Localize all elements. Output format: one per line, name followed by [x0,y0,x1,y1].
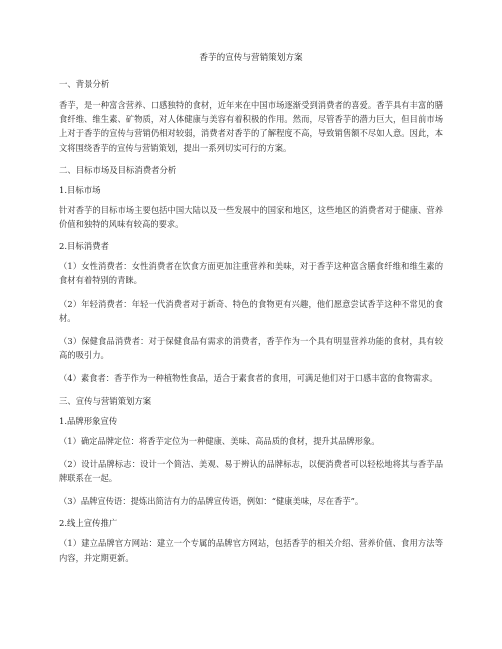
document-page [59,48,443,574]
consumer-item-health: （3）保健食品消费者：对于保健食品有需求的消费者，香芋作为一个具有明显营养功能的食材，具有较高的吸引力。 [59,336,443,361]
section-heading-market: 二、目标市场及目标消费者分析 [59,164,177,175]
section-heading-background: 一、背景分析 [59,79,110,89]
consumer-item-vegetarian: （4）素食者：香芋作为一种植物性食品，适合于素食者的食用，可满足他们对于口感丰富的食物需求。 [59,373,438,384]
consumer-item-female: （1）女性消费者：女性消费者在饮食方面更加注重营养和美味，对于香芋这种富含膳食纤维和维生素的食材有着特别的青睐。 [59,261,443,286]
sub-heading-online-promotion: 2.线上宣传推广 [59,518,118,529]
sub-heading-target-consumers: 2.目标消费者 [59,241,109,252]
brand-item-positioning: （1）确定品牌定位：将香芋定位为一种健康、美味、高品质的食材，提升其品牌形象。 [59,435,380,446]
target-market-paragraph: 针对香芋的目标市场主要包括中国大陆以及一些发展中的国家和地区，这些地区的消费者对于健康、营养价值和独特的风味有较高的要求。 [59,204,443,230]
brand-item-slogan: （3）品牌宣传语：提炼出简洁有力的品牌宣传语，例如：“健康美味，尽在香芋”。 [59,496,364,507]
consumer-item-young: （2）年轻消费者：年轻一代消费者对于新奇、特色的食物更有兴趣，他们愿意尝试香芋这种不常见的食材。 [59,298,443,323]
sub-heading-target-market: 1.目标市场 [59,184,101,195]
brand-item-logo: （2）设计品牌标志：设计一个简洁、美观、易于辨认的品牌标志，以便消费者可以轻松地将其与香芋品牌联系在一起。 [59,458,443,484]
document-title: 香芋的宣传与营销策划方案 [199,53,303,63]
section-heading-plan: 三、宣传与营销策划方案 [59,395,152,406]
background-paragraph: 香芋，是一种富含营养、口感独特的食材，近年来在中国市场逐渐受到消费者的喜爱。香芋具有丰富的膳食纤维、维生素、矿物质，对人体健康与美容有着积极的作用。然而，尽管香芋的潜力巨大，但目前市场上对于香芋的宣传与营销仍相对较弱，消费者对香芋的了解程度不高，导致销售额不尽如人意。因此，本文将围绕香芋的宣传与营销策划，提出一系列切实可行的方案。 [59,100,443,153]
online-item-website: （1）建立品牌官方网站：建立一个专属的品牌官方网站，包括香芋的相关介绍、营养价值、食用方法等内容，并定期更新。 [59,538,443,563]
sub-heading-brand-image: 1.品牌形象宣传 [59,415,118,426]
